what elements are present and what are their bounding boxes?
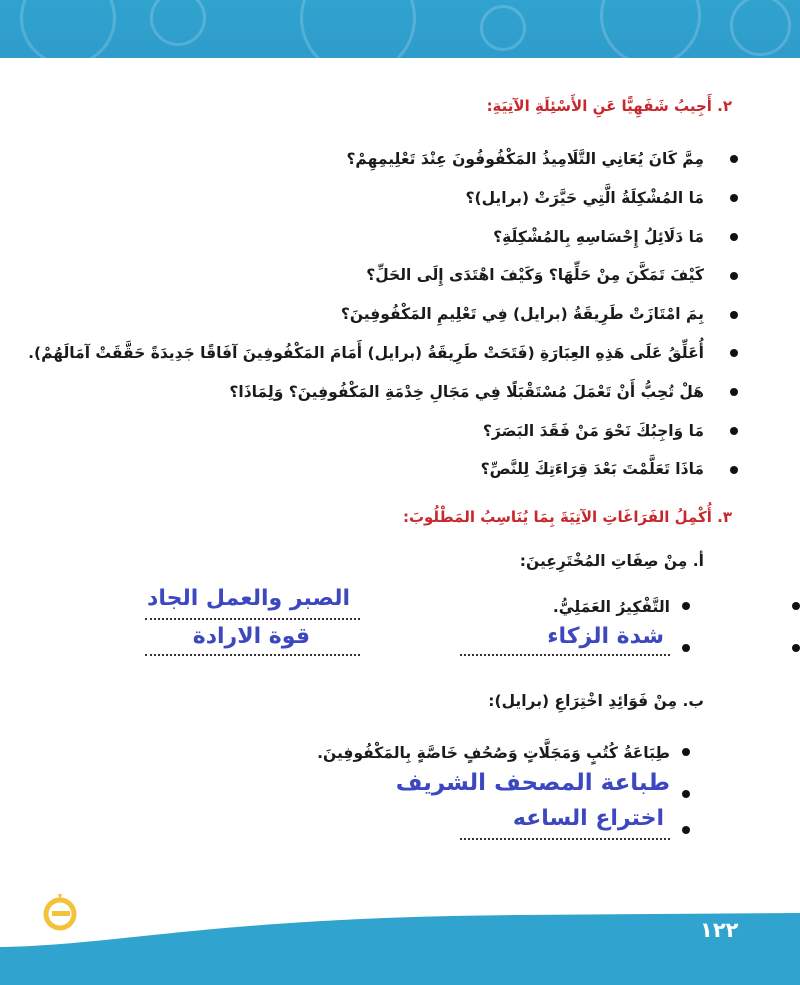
questions-list bbox=[28, 140, 738, 489]
bullet-icon bbox=[682, 644, 690, 652]
answer-field[interactable] bbox=[145, 624, 360, 656]
bullet-icon bbox=[730, 194, 738, 202]
list-item: بِمَ امْتَازَتْ طَرِيقَةُ (برايل) فِي تَعْلِيمِ المَكْفُوفِينَ؟ bbox=[38, 295, 738, 334]
bullet-icon bbox=[792, 602, 800, 610]
list-item: هَلْ تُحِبُّ أَنْ تَعْمَلَ مُسْتَقْبَلًا فِي مَجَالِ خِدْمَةِ المَكْفُوفِينَ؟ وَلِمَاذَا؟ bbox=[38, 373, 738, 412]
list-item: مِمَّ كَانَ يُعَانِي التَّلَامِيذُ المَكْفُوفُونَ عِنْدَ تَعْلِيمِهِمْ؟ bbox=[38, 140, 738, 179]
answer-field[interactable] bbox=[145, 588, 360, 620]
bullet-icon bbox=[730, 427, 738, 435]
list-item: مَا المُشْكِلَةُ الَّتِي حَيَّرَتْ (برايل)؟ bbox=[38, 179, 738, 218]
list-item: كَيْفَ تَمَكَّنَ مِنْ حَلِّهَا؟ وَكَيْفَ اهْتَدَى إِلَى الحَلِّ؟ bbox=[38, 256, 738, 295]
bullet-icon bbox=[682, 826, 690, 834]
answer-field[interactable] bbox=[460, 808, 670, 840]
publisher-logo-icon bbox=[38, 890, 84, 936]
handwritten-answer: الصبر والعمل الجاد bbox=[147, 586, 350, 611]
handwritten-answer: اختراع الساعه bbox=[512, 806, 664, 831]
list-item: مَاذَا تَعَلَّمْتَ بَعْدَ قِرَاءَتِكَ لِلنَّصِّ؟ bbox=[38, 450, 738, 489]
answer-field[interactable] bbox=[395, 770, 670, 800]
bullet-icon bbox=[792, 644, 800, 652]
bullet-icon bbox=[682, 602, 690, 610]
part-a-title: أ. مِنْ صِفَاتِ المُخْتَرِعِينَ: bbox=[519, 552, 704, 570]
bullet-icon bbox=[730, 233, 738, 241]
handwritten-answer: طباعة المصحف الشريف bbox=[395, 770, 670, 796]
bullet-icon bbox=[682, 748, 690, 756]
bullet-icon bbox=[730, 272, 738, 280]
part-b-title: ب. مِنْ فَوَائِدِ اخْتِرَاعِ (برايل): bbox=[488, 692, 704, 710]
part-b-given: طِبَاعَةُ كُتُبٍ وَمَجَلَّاتٍ وَصُحُفٍ خَاصَّةٍ بِالمَكْفُوفِينَ. bbox=[317, 744, 670, 762]
page-number: ١٢٢ bbox=[700, 918, 739, 942]
footer-band bbox=[0, 907, 800, 985]
bullet-icon bbox=[730, 349, 738, 357]
bullet-icon bbox=[730, 388, 738, 396]
bullet-icon bbox=[730, 155, 738, 163]
bullet-icon bbox=[730, 466, 738, 474]
bullet-icon bbox=[730, 311, 738, 319]
list-item: مَا دَلَائِلُ إِحْسَاسِهِ بِالمُشْكِلَةِ؟ bbox=[38, 218, 738, 257]
handwritten-answer: قوة الارادة bbox=[192, 624, 310, 649]
part-a-given: التَّفْكِيرُ العَمَلِيُّ. bbox=[552, 598, 670, 616]
answer-field[interactable] bbox=[460, 624, 670, 656]
list-item: أُعَلِّقُ عَلَى هَذِهِ العِبَارَةِ (فَتَحَتْ طَرِيقَةُ (برايل) أَمَامَ المَكْفُوفِينَ آفَاقًا جَدِيدَةً حَقَّقَتْ آمَالَهُمْ). bbox=[38, 334, 738, 373]
list-item: مَا وَاجِبُكَ نَحْوَ مَنْ فَقَدَ البَصَرَ؟ bbox=[38, 412, 738, 451]
header-band bbox=[0, 0, 800, 58]
section-3-title: ٣. أُكْمِلُ الفَرَاغَاتِ الآتِيَةَ بِمَا يُنَاسِبُ المَطْلُوبَ: bbox=[402, 508, 732, 526]
section-2-title: ٢. أَجِيبُ شَفَهِيًّا عَنِ الأَسْئِلَةِ الآتِيَةِ: bbox=[486, 97, 732, 115]
handwritten-answer: شدة الزكاء bbox=[547, 624, 664, 649]
bullet-icon bbox=[682, 790, 690, 798]
